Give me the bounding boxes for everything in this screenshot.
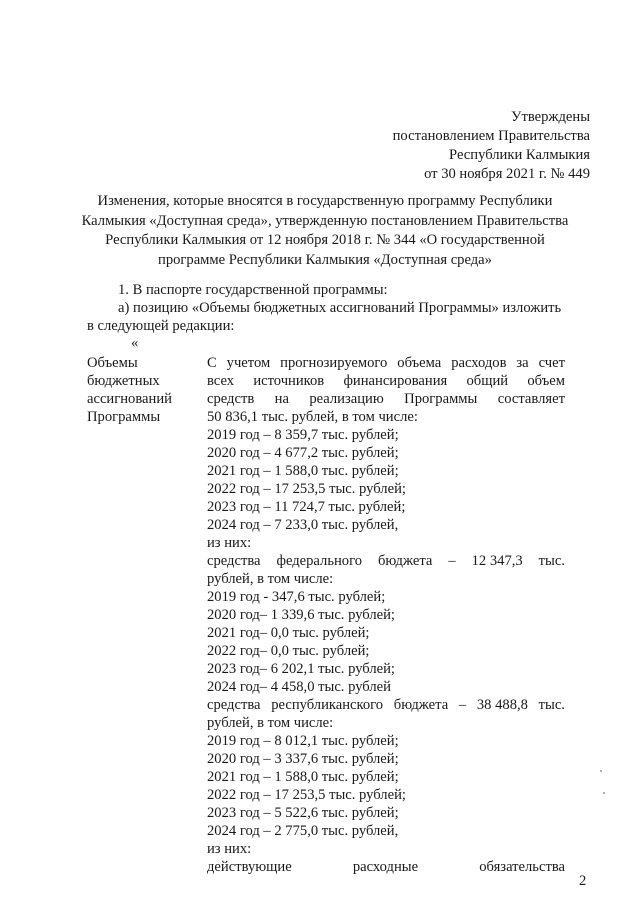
justified-line	[207, 552, 565, 570]
label-line: ассигнований	[87, 391, 172, 407]
word: Программы	[404, 391, 478, 407]
item-1: 1. В паспорте государственной программы:	[118, 282, 388, 298]
approval-line: Республики Калмыкия	[449, 147, 590, 163]
word: бюджета	[377, 553, 433, 569]
label-line: бюджетных	[87, 373, 160, 389]
year-line: 2019 год – 8 359,7 тыс. рублей;	[207, 427, 399, 443]
heading-line: Изменения, которые вносятся в государственную программу Республики	[97, 193, 553, 209]
word: реализацию	[309, 391, 384, 407]
word: расходов	[451, 355, 507, 371]
year-line: 2020 год – 3 337,6 тыс. рублей;	[207, 751, 399, 767]
approval-line: постановлением Правительства	[392, 128, 590, 144]
word: учетом	[226, 355, 271, 371]
word: составляет	[497, 391, 565, 407]
word: объема	[397, 355, 442, 371]
heading-line: Калмыкия «Доступная среда», утвержденную постановлением Правительства	[81, 212, 569, 229]
word: источников	[253, 373, 325, 389]
year-line: 2022 год – 17 253,5 тыс. рублей;	[207, 787, 406, 803]
word: тыс.	[538, 553, 565, 569]
continuation-line: рублей, в том числе:	[207, 571, 334, 587]
word: С	[207, 355, 217, 371]
total-line: 50 836,1 тыс. рублей, в том числе:	[207, 409, 418, 425]
year-line: 2022 год – 17 253,5 тыс. рублей;	[207, 481, 406, 497]
of-them-line: из них:	[207, 841, 252, 857]
year-line: 2019 год - 347,6 тыс. рублей;	[207, 589, 386, 605]
item-a-continuation: в следующей редакции:	[87, 318, 235, 334]
year-line: 2023 год – 11 724,7 тыс. рублей;	[207, 499, 406, 515]
year-line: 2021 год – 1 588,0 тыс. рублей;	[207, 463, 399, 479]
heading-line: Республики Калмыкия от 12 ноября 2018 г. № 344 «О государственной	[105, 232, 545, 248]
justified-line	[207, 858, 565, 876]
year-line: 2021 год – 1 588,0 тыс. рублей;	[207, 769, 399, 785]
word: –	[448, 553, 456, 569]
word: федерального	[276, 553, 362, 569]
heading-line: программе Республики Калмыкия «Доступная среда»	[158, 251, 492, 268]
year-line: 2023 год – 5 522,6 тыс. рублей;	[207, 805, 399, 821]
word: финансирования	[343, 373, 448, 389]
year-line: 2023 год– 6 202,1 тыс. рублей;	[207, 661, 395, 677]
word: действующие	[207, 859, 292, 875]
year-line: 2020 год– 1 339,6 тыс. рублей;	[207, 607, 395, 623]
word: прогнозируемого	[280, 355, 388, 371]
approval-block	[393, 108, 590, 184]
label-line: Программы	[87, 409, 161, 425]
year-line: 2022 год– 0,0 тыс. рублей;	[207, 643, 370, 659]
continuation-line: рублей, в том числе:	[207, 715, 334, 731]
open-quote: «	[131, 335, 139, 351]
word: обязательства	[479, 859, 565, 875]
page-number: 2	[579, 873, 587, 889]
word: всех	[207, 373, 235, 389]
word: средств	[207, 391, 255, 407]
document-heading	[70, 192, 580, 270]
word: средства	[207, 553, 261, 569]
word: счет	[538, 355, 565, 371]
year-line: 2024 год – 7 233,0 тыс. рублей,	[207, 517, 399, 533]
word: республиканского	[271, 697, 384, 713]
approval-line: от 30 ноября 2021 г. № 449	[424, 166, 590, 182]
word: 38 488,8	[476, 697, 528, 713]
word: тыс.	[538, 697, 565, 713]
year-line: 2019 год – 8 012,1 тыс. рублей;	[207, 733, 399, 749]
item-a: а) позицию «Объемы бюджетных ассигнований Программы» изложить	[118, 300, 562, 316]
word: –	[458, 697, 467, 713]
year-line: 2024 год– 4 458,0 тыс. рублей	[207, 679, 391, 695]
table-content	[207, 354, 565, 876]
year-line: 2020 год – 4 677,2 тыс. рублей;	[207, 445, 399, 461]
justified-line	[207, 372, 565, 390]
word: расходные	[352, 859, 419, 875]
of-them-line: из них:	[207, 535, 252, 551]
justified-line	[207, 354, 565, 372]
justified-line	[207, 696, 565, 714]
label-line: Объемы	[87, 355, 138, 371]
word: бюджета	[393, 697, 449, 713]
scan-speck	[603, 792, 605, 794]
word: общий	[466, 373, 509, 389]
word: за	[516, 355, 529, 371]
year-line: 2024 год – 2 775,0 тыс. рублей,	[207, 823, 399, 839]
justified-line	[207, 390, 565, 408]
scan-speck	[600, 770, 602, 772]
word: 12 347,3	[471, 553, 523, 569]
approval-line: Утверждены	[511, 109, 590, 125]
year-line: 2021 год– 0,0 тыс. рублей;	[207, 625, 370, 641]
word: средства	[207, 697, 261, 713]
word: на	[274, 391, 289, 407]
table-label	[87, 354, 172, 426]
word: объем	[527, 373, 565, 389]
